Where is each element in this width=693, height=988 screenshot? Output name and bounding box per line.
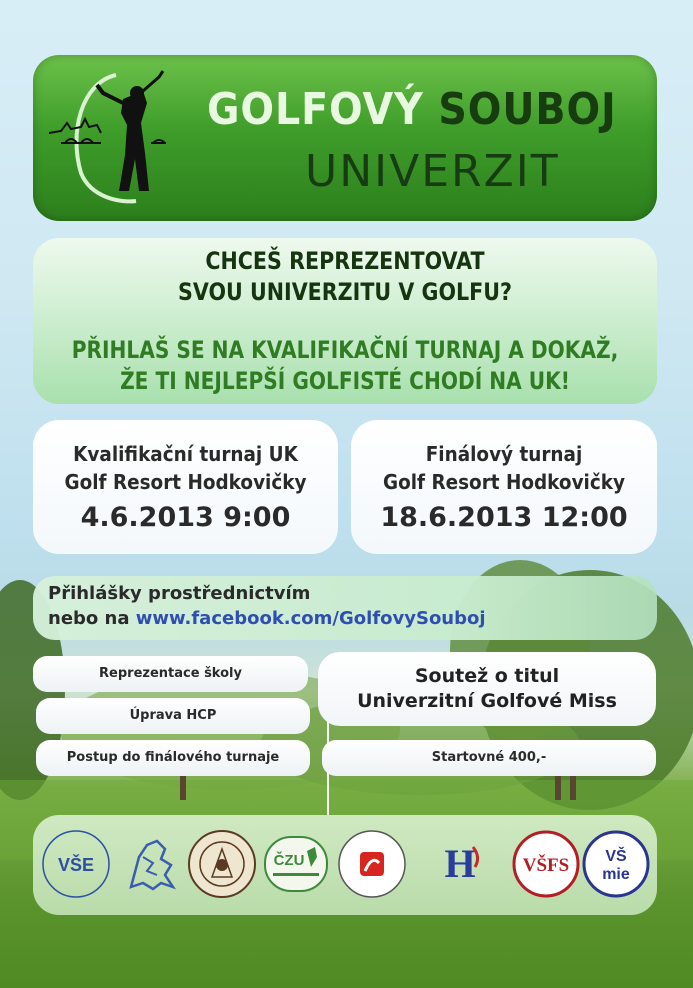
benefit-school-representation: Reprezentace školy	[33, 656, 308, 692]
question-line-1: CHCEŠ REPREZENTOVAT	[205, 247, 485, 275]
title-banner	[33, 55, 657, 221]
banner-subtitle: UNIVERZIT	[305, 146, 560, 197]
svg-text:mie: mie	[602, 866, 630, 883]
question-text	[77, 246, 614, 308]
cvut-lion-logo-icon	[113, 827, 187, 901]
tournament-title: Finálový turnaj	[425, 442, 583, 466]
czu-logo-icon	[259, 827, 333, 901]
vse-logo-icon	[39, 827, 113, 901]
svg-text:ČZU: ČZU	[273, 852, 305, 869]
qualification-tournament-card	[33, 420, 338, 554]
tournament-venue: Golf Resort Hodkovičky	[382, 470, 626, 494]
benefit-hcp-adjustment: Úprava HCP	[36, 698, 310, 734]
tournament-datetime: 18.6.2013 12:00	[380, 502, 628, 533]
tournament-title: Kvalifikační turnaj UK	[73, 442, 298, 466]
svg-text:VŠFS: VŠFS	[522, 855, 570, 876]
miss-competition-box	[318, 652, 656, 726]
facebook-link[interactable]: www.facebook.com/GolfovySouboj	[135, 608, 486, 629]
golfer-silhouette-logo	[41, 63, 191, 213]
question-line-2: SVOU UNIVERZITU V GOLFU?	[178, 278, 512, 306]
vsmie-logo-icon	[579, 827, 653, 901]
title-word-golfovy: GOLFOVÝ	[207, 84, 424, 135]
vscht-logo-icon	[335, 827, 409, 901]
registration-prefix: nebo na	[48, 608, 136, 629]
final-tournament-card	[351, 420, 657, 554]
entry-fee: Startovné 400,-	[322, 740, 656, 776]
university-logos-strip	[33, 815, 657, 915]
svg-text:VŠE: VŠE	[57, 855, 95, 875]
answer-text	[66, 335, 624, 397]
charles-university-seal-icon	[185, 827, 259, 901]
call-to-action-box	[33, 238, 657, 404]
svg-text:H: H	[444, 841, 476, 886]
tournament-venue: Golf Resort Hodkovičky	[64, 470, 307, 494]
miss-line-2: Univerzitní Golfové Miss	[357, 690, 617, 712]
benefit-final-advance: Postup do finálového turnaje	[36, 740, 310, 776]
answer-line-2: ŽE TI NEJLEPŠÍ GOLFISTÉ CHODÍ NA UK!	[120, 367, 570, 395]
title-word-souboj: SOUBOJ	[438, 84, 617, 135]
registration-line-1: Přihlášky prostřednictvím	[48, 583, 311, 604]
answer-line-1: PŘIHLAŠ SE NA KVALIFIKAČNÍ TURNAJ A DOKAŽ,	[71, 336, 619, 364]
registration-box	[33, 576, 657, 640]
vsh-logo-icon	[423, 827, 497, 901]
tournament-datetime: 4.6.2013 9:00	[80, 502, 291, 533]
banner-title	[207, 84, 617, 135]
vsfs-logo-icon	[509, 827, 583, 901]
svg-text:VŠ: VŠ	[605, 848, 627, 865]
miss-line-1: Soutež o titul	[414, 665, 560, 687]
registration-line-2	[48, 608, 486, 630]
